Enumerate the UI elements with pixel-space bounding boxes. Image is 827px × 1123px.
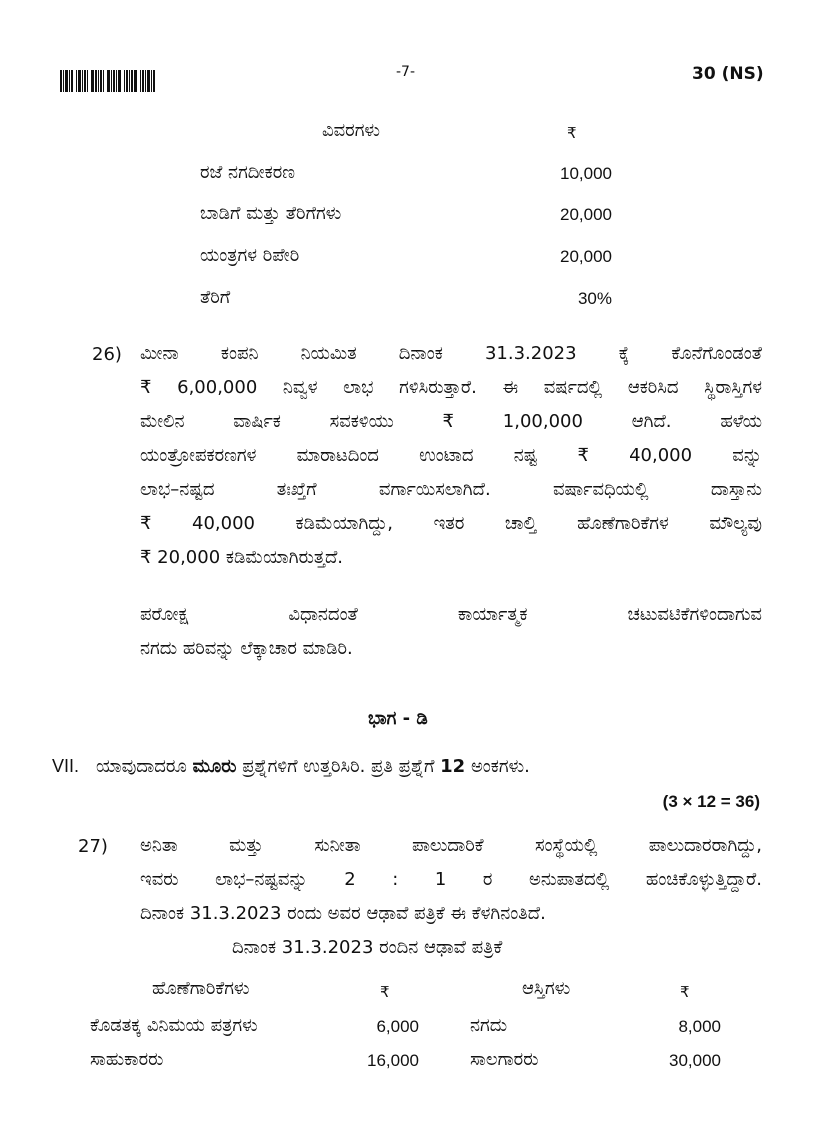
table1-row-value: 30%: [577, 289, 612, 308]
barcode-image: [60, 70, 172, 92]
question-26-text: [140, 337, 762, 575]
part-title: ಭಾಗ - ಡಿ: [368, 708, 428, 729]
question-27-line: ದಿನಾಂಕ 31.3.2023 ರಂದು ಅವರ ಆಢಾವೆ ಪತ್ರಿಕೆ ಈ ಕೆಳಗಿನಂತಿದೆ.: [140, 903, 546, 924]
asset-label: ನಗದು: [470, 1015, 508, 1036]
asset-label: ಸಾಲಗಾರರು: [470, 1049, 539, 1070]
liabilities-currency: ₹: [380, 983, 390, 1001]
section-instruction-part: ಯಾವುದಾದರೂ: [96, 756, 193, 777]
question-26-line: ಮೇಲಿನ ವಾರ್ಷಿಕ ಸವಕಳಿಯು ₹ 1,00,000 ಆಗಿದೆ. ಹಳೆಯ: [140, 411, 762, 432]
question-26-instruction-line: ನಗದು ಹರಿವನ್ನು ಲೆಕ್ಕಾಚಾರ ಮಾಡಿರಿ.: [140, 638, 353, 659]
balance-sheet-title: ದಿನಾಂಕ 31.3.2023 ರಂದಿನ ಆಢಾವೆ ಪತ್ರಿಕೆ: [232, 937, 503, 958]
liability-value: 16,000: [367, 1051, 419, 1070]
question-26-line: ಲಾಭ–ನಷ್ಟದ ತಃಖ್ತೆಗೆ ವರ್ಗಾಯಿಸಲಾಗಿದೆ. ವರ್ಷಾವಧಿಯಲ್ಲಿ ದಾಸ್ತಾನು: [140, 479, 762, 500]
table1-currency: ₹: [567, 124, 577, 142]
section-instruction-part: ಅಂಕಗಳು.: [465, 756, 530, 777]
assets-heading: ಆಸ್ತಿಗಳು: [522, 978, 571, 999]
question-26-line: ₹ 40,000 ಕಡಿಮೆಯಾಗಿದ್ದು, ಇತರ ಚಾಲ್ತಿ ಹೊಣೆಗಾರಿಕೆಗಳ ಮೌಲ್ಯವು: [140, 513, 762, 534]
asset-value: 8,000: [678, 1017, 721, 1036]
question-27-text: [140, 829, 762, 931]
liability-label: ಕೊಡತಕ್ಕ ವಿನಿಮಯ ಪತ್ರಗಳು: [90, 1015, 258, 1036]
table1-row-label: ರಜೆ ನಗದೀಕರಣ: [200, 162, 296, 183]
liability-label: ಸಾಹುಕಾರರು: [90, 1049, 164, 1070]
assets-currency: ₹: [680, 983, 690, 1001]
question-26-line: ₹ 20,000 ಕಡಿಮೆಯಾಗಿರುತ್ತದೆ.: [140, 547, 344, 568]
table1-row-label: ಬಾಡಿಗೆ ಮತ್ತು ತೆರಿಗೆಗಳು: [200, 203, 342, 224]
section-instruction-bold: 12: [440, 756, 466, 777]
table1-row-value: 20,000: [560, 205, 612, 224]
asset-value: 30,000: [669, 1051, 721, 1070]
liability-value: 6,000: [376, 1017, 419, 1036]
section-marks: (3 × 12 = 36): [662, 792, 760, 811]
question-27-line: ಅನಿತಾ ಮತ್ತು ಸುನೀತಾ ಪಾಲುದಾರಿಕೆ ಸಂಸ್ಥೆಯಲ್ಲಿ ಪಾಲುದಾರರಾಗಿದ್ದು,: [140, 835, 762, 856]
section-instruction: [96, 756, 530, 777]
table1-heading: ವಿವರಗಳು: [322, 120, 380, 141]
question-26-line: ಮೀನಾ ಕಂಪನಿ ನಿಯಮಿತ ದಿನಾಂಕ 31.3.2023 ಕ್ಕೆ ಕೊನೆಗೊಂಡಂತೆ: [140, 343, 762, 364]
liabilities-heading: ಹೊಣೆಗಾರಿಕೆಗಳು: [152, 978, 250, 999]
table1-row-label: ಯಂತ್ರಗಳ ರಿಪೇರಿ: [200, 245, 300, 266]
table1-row-value: 20,000: [560, 247, 612, 266]
question-27-line: ಇವರು ಲಾಭ–ನಷ್ಟವನ್ನು 2 : 1 ರ ಅನುಪಾತದಲ್ಲಿ ಹಂಚಿಕೊಳ್ಳುತ್ತಿದ್ದಾರೆ.: [140, 869, 762, 890]
page-number: -7-: [396, 64, 416, 80]
question-26-instruction: [140, 598, 762, 666]
paper-code: 30 (NS): [692, 64, 764, 84]
section-instruction-part: ಪ್ರಶ್ನೆಗಳಿಗೆ ಉತ್ತರಿಸಿರಿ. ಪ್ರತಿ ಪ್ರಶ್ನೆಗೆ: [236, 756, 441, 777]
question-26-line: ₹ 6,00,000 ನಿವ್ವಳ ಲಾಭ ಗಳಿಸಿರುತ್ತಾರೆ. ಈ ವರ್ಷದಲ್ಲಿ ಆಕರಿಸಿದ ಸ್ಥಿರಾಸ್ತಿಗಳ: [140, 377, 762, 398]
section-roman: VII.: [52, 756, 80, 776]
question-number-27: 27): [78, 836, 108, 857]
table1-row-value: 10,000: [560, 164, 612, 183]
question-26-instruction-line: ಪರೋಕ್ಷ ವಿಧಾನದಂತೆ ಕಾರ್ಯಾತ್ಮಕ ಚಟುವಟಿಕೆಗಳಿಂದಾಗುವ: [140, 604, 762, 625]
question-26-line: ಯಂತ್ರೋಪಕರಣಗಳ ಮಾರಾಟದಿಂದ ಉಂಟಾದ ನಷ್ಟ ₹ 40,000 ವನ್ನು: [140, 445, 762, 466]
question-number-26: 26): [92, 344, 122, 365]
section-instruction-bold: ಮೂರು: [192, 756, 237, 777]
table1-row-label: ತೆರಿಗೆ: [200, 287, 231, 308]
